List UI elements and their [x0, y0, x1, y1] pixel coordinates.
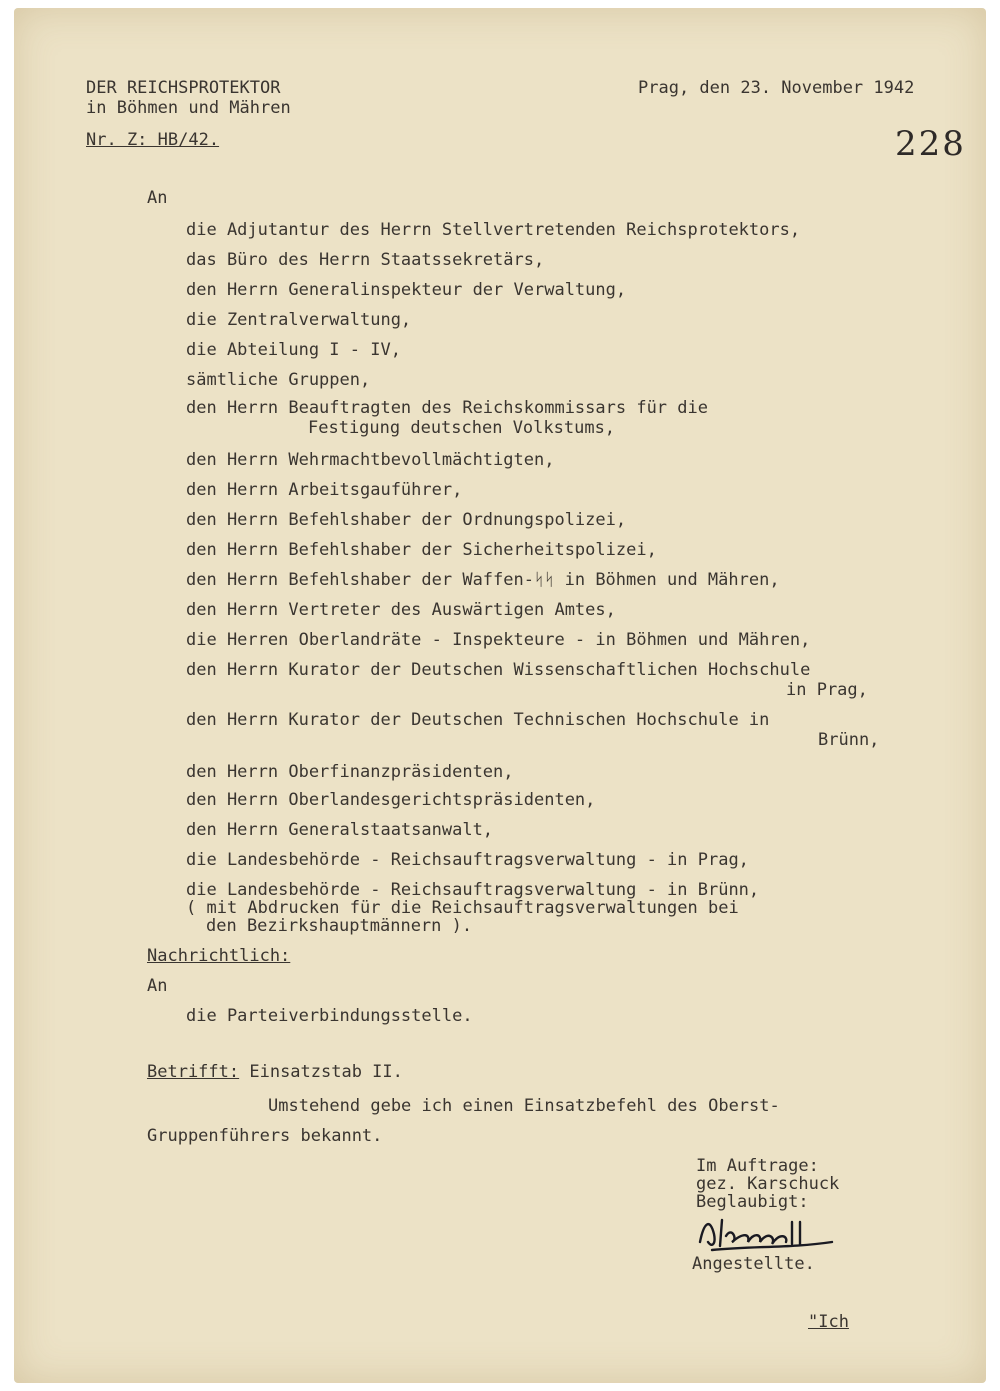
catchword: "Ich [808, 1312, 849, 1332]
recipient-line: den Herrn Beauftragten des Reichskommissars für die [186, 398, 708, 418]
recipient-line: die Herren Oberlandräte - Inspekteure - in Böhmen und Mähren, [186, 630, 811, 650]
recipient-line: den Herrn Generalinspekteur der Verwaltung, [186, 280, 627, 300]
closing-line: Im Auftrage: [696, 1156, 819, 1176]
recipient-line: den Herrn Befehlshaber der Sicherheitspolizei, [186, 540, 657, 560]
recipient-line: den Herrn Befehlshaber der Ordnungspolizei, [186, 510, 627, 530]
recipient-line: den Herrn Befehlshaber der Waffen-ᛋᛋ in Böhmen und Mähren, [186, 570, 780, 590]
reference-number: Nr. Z: HB/42. [86, 130, 220, 150]
recipient-line: die Landesbehörde - Reichsauftragsverwaltung - in Prag, [186, 850, 749, 870]
recipient-line-continued: Festigung deutschen Volkstums, [308, 418, 616, 438]
recipient-line-continued: in Prag, [786, 680, 868, 700]
recipient-line: die Abteilung I - IV, [186, 340, 401, 360]
recipient-line: den Herrn Wehrmachtbevollmächtigten, [186, 450, 555, 470]
handwritten-signature [692, 1212, 842, 1252]
folio-number: 228 [895, 124, 966, 164]
recipient-line: die Landesbehörde - Reichsauftragsverwaltung - in Brünn, [186, 880, 760, 900]
body-line: Gruppenführers bekannt. [147, 1126, 383, 1146]
closing-line: gez. Karschuck [696, 1174, 840, 1194]
sender-line-2: in Böhmen und Mähren [86, 98, 291, 118]
recipient-line-continued: Brünn, [818, 730, 880, 750]
sender-line-1: DER REICHSPROTEKTOR [86, 78, 281, 98]
recipient-line: den Herrn Kurator der Deutschen Technischen Hochschule in [186, 710, 770, 730]
cc-salutation: An [147, 976, 168, 996]
recipient-line: die Adjutantur des Herrn Stellvertretenden Reichsprotektors, [186, 220, 801, 240]
recipient-note: den Bezirkshauptmännern ). [206, 916, 473, 936]
recipient-line: sämtliche Gruppen, [186, 370, 371, 390]
recipient-note: ( mit Abdrucken für die Reichsauftragsverwaltungen bei [186, 898, 739, 918]
closing-line: Angestellte. [692, 1254, 815, 1274]
place-date: Prag, den 23. November 1942 [638, 78, 915, 98]
body-line: Umstehend gebe ich einen Einsatzbefehl des Oberst- [268, 1096, 780, 1116]
recipient-line: den Herrn Generalstaatsanwalt, [186, 820, 494, 840]
recipient-line: den Herrn Arbeitsgauführer, [186, 480, 463, 500]
cc-recipient: die Parteiverbindungsstelle. [186, 1006, 473, 1026]
salutation: An [147, 188, 168, 208]
recipient-line: den Herrn Kurator der Deutschen Wissenschaftlichen Hochschule [186, 660, 811, 680]
cc-label: Nachrichtlich: [147, 946, 291, 966]
subject-line [147, 1062, 403, 1082]
subject-text: Einsatzstab II. [239, 1062, 403, 1082]
closing-line: Beglaubigt: [696, 1192, 809, 1212]
recipient-line: den Herrn Vertreter des Auswärtigen Amtes, [186, 600, 616, 620]
recipient-line: die Zentralverwaltung, [186, 310, 412, 330]
subject-label: Betrifft: [147, 1062, 240, 1082]
recipient-line: das Büro des Herrn Staatssekretärs, [186, 250, 545, 270]
recipient-line: den Herrn Oberfinanzpräsidenten, [186, 762, 514, 782]
recipient-line: den Herrn Oberlandesgerichtspräsidenten, [186, 790, 596, 810]
